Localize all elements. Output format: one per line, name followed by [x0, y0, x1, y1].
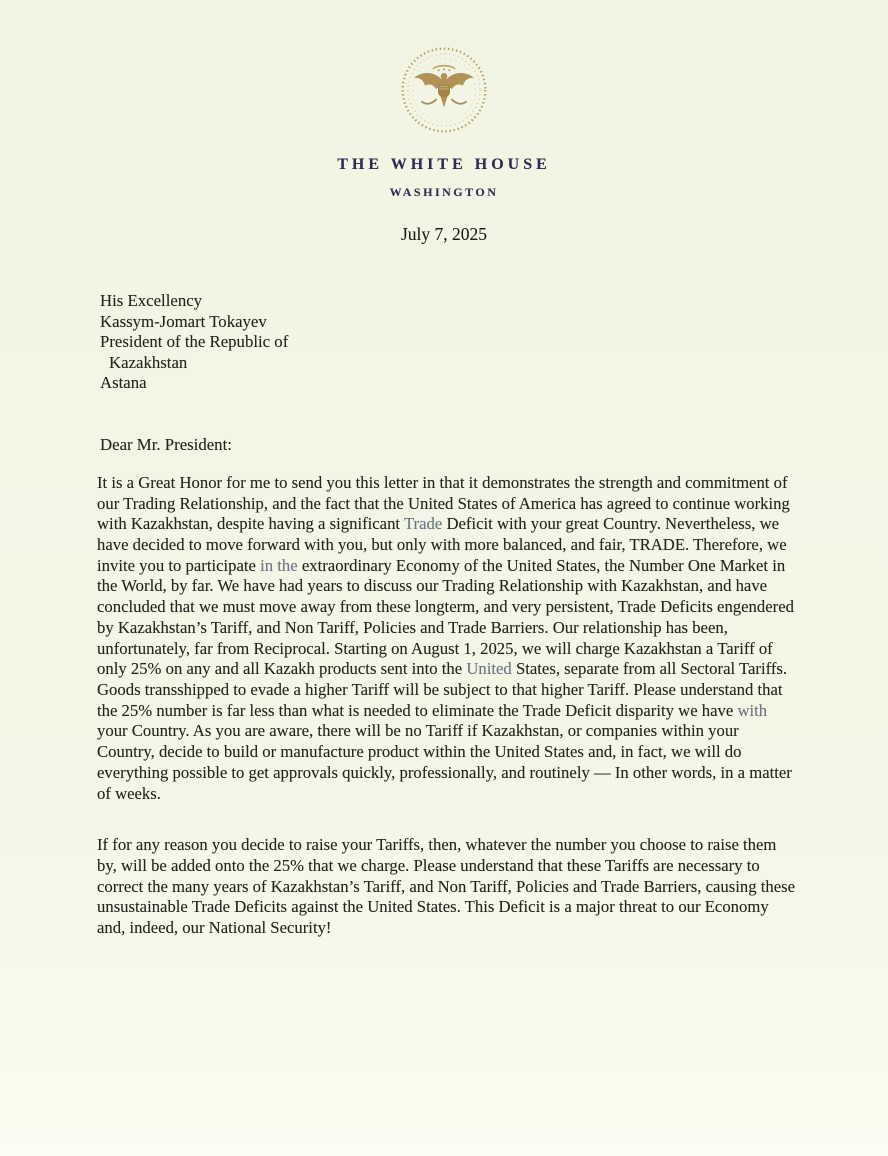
- recipient-line-honorific: His Excellency: [100, 291, 203, 310]
- body-text-segment: If for any reason you decide to raise your Tariffs, then, whatever the number you choose to raise them by, will be added onto the 25% that we charge. Please understand that these Tariffs are necessary to correct the many years of Kazakhstan’s Tariff, and Non Tariff, Policies and Trade Barriers, causing these unsustainable Trade Deficits against the United States. This Deficit is a major threat to our Economy and, indeed, our National Security!: [97, 835, 796, 938]
- letter-date: July 7, 2025: [400, 224, 488, 244]
- recipient-address: [100, 291, 888, 394]
- letterhead-location: WASHINGTON: [389, 185, 499, 199]
- body-text-segment: United: [466, 659, 512, 679]
- body-text-segment: your Country. As you are aware, there will be no Tariff if Kazakhstan, or companies within your Country, decide to build or manufacture product within the United States and, in fact, we will do everything possible to get approvals quickly, professionally, and routinely — In other words, in a matter of weeks.: [97, 721, 792, 803]
- recipient-line-city: Astana: [100, 373, 147, 393]
- body-text-segment: with: [737, 700, 768, 720]
- body-text-segment: States, separate from all Sectoral Tariffs. Goods transshipped to evade a higher Tariff will be subject to that higher Tariff. Please understand that the 25% number is far less than what is needed to eliminate the Trade Deficit disparity we have: [97, 659, 788, 720]
- body-text-segment: It is a Great Honor for me to send you this letter in that it demonstrates the strength and commitment of our Trading Relationship, and the fact that the United States of America has agreed to continue working with Kazakhstan, despite having a significant: [97, 472, 790, 534]
- body-paragraph: [97, 473, 797, 804]
- letterhead-title: THE WHITE HOUSE: [337, 156, 551, 173]
- body-text-segment: in the: [260, 555, 298, 575]
- recipient-line-name: Kassym-Jomart Tokayev: [100, 311, 267, 331]
- presidential-seal-icon: [0, 46, 888, 134]
- letterhead: [0, 0, 888, 245]
- recipient-line-country: Kazakhstan: [109, 352, 188, 372]
- body-text-segment: Deficit with your great Country. Nevertheless, we have decided to move forward with you, but only with more balanced, and fair, TRADE. Therefore, we invite you to participate: [97, 514, 787, 575]
- salutation: Dear Mr. President:: [100, 434, 232, 454]
- recipient-line-title: President of the Republic of: [100, 332, 289, 352]
- body-text-segment: extraordinary Economy of the United States, the Number One Market in the World, by far. We have had years to discuss our Trading Relationship with Kazakhstan, and have concluded that we must move away from these longterm, and very persistent, Trade Deficits engendered by Kazakhstan’s Tariff, and Non Tariff, Policies and Trade Barriers. Our relationship has been, unfortunately, far from Reciprocal. Starting on August 1, 2025, we will charge Kazakhstan a Tariff of only 25% on any and all Kazakh products sent into the: [97, 555, 794, 679]
- body-paragraph: [97, 835, 797, 939]
- letter-body: [0, 473, 888, 939]
- body-text-segment: Trade: [403, 514, 443, 534]
